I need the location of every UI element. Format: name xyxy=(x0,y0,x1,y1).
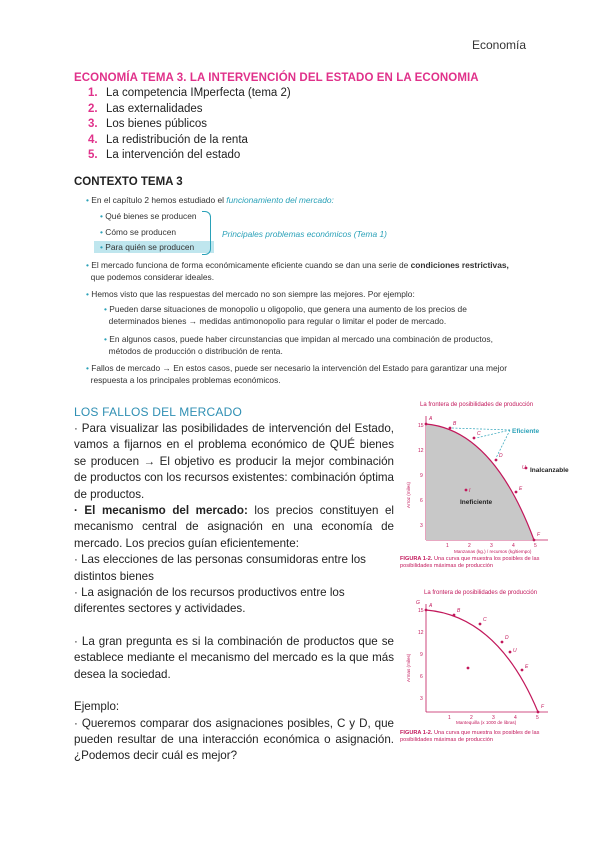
svg-text:B: B xyxy=(457,608,461,614)
paragraph: · Para visualizar las posibilidades de intervención del Estado, vamos a fijarnos en el problema económico de QUÉ bienes se producen → El objetivo es producir la mejor combinación de productos con los recursos existentes: combinación óptima de productos. xyxy=(74,422,394,501)
context-paragraph: • Hemos visto que las respuestas del mercado no son siempre las mejores. Por ejemplo: xyxy=(86,289,415,299)
list-item: 3. Los bienes públicos xyxy=(88,118,208,130)
body-text xyxy=(74,421,394,765)
svg-text:A: A xyxy=(429,603,433,609)
paragraph: Ejemplo: xyxy=(74,700,120,714)
svg-text:9: 9 xyxy=(420,652,423,658)
figure1-xlabel: Manzanas (kg.) / recursos (kg/tiempo) xyxy=(454,549,532,554)
svg-text:E: E xyxy=(519,486,523,492)
svg-text:3: 3 xyxy=(420,696,423,702)
svg-text:12: 12 xyxy=(418,630,424,636)
context-paragraph: • Fallos de mercado → En estos casos, puede ser necesario la intervención del Estado para garantizar una mejor respuesta a los principales problemas económicos. xyxy=(86,363,507,385)
list-item: 5. La intervención del estado xyxy=(88,149,241,161)
context-question-highlight: • Para quién se producen xyxy=(94,241,214,253)
context-subpoint: • En algunos casos, puede haber circunstancias que impidan al mercado una combinación de productos, métodos de producción o distribución de renta. xyxy=(104,334,493,356)
svg-text:E: E xyxy=(525,664,529,670)
context-question: • Cómo se producen xyxy=(100,227,177,237)
svg-text:15: 15 xyxy=(418,423,424,429)
svg-text:1: 1 xyxy=(448,715,451,721)
svg-text:6: 6 xyxy=(420,674,423,680)
figure2-ylabel: Armas (miles) xyxy=(406,653,411,682)
svg-text:C: C xyxy=(477,431,481,437)
svg-text:4: 4 xyxy=(514,715,517,721)
svg-text:D: D xyxy=(505,635,509,641)
topic-list xyxy=(88,86,291,164)
svg-text:C: C xyxy=(483,617,487,623)
paragraph: · Queremos comparar dos asignaciones posibles, C y D, que pueden resultar de una interacción económica o asignación. ¿Podemos decir cuál es mejor? xyxy=(74,716,394,763)
brace-label: Principales problemas económicos (Tema 1) xyxy=(222,229,387,239)
context-paragraph: • El mercado funciona de forma económicamente eficiente cuando se dan una serie de condiciones restrictivas, que podemos considerar ideales. xyxy=(86,260,509,282)
context-intro: • En el capítulo 2 hemos estudiado el funcionamiento del mercado: xyxy=(86,195,334,205)
figure1-caption: FIGURA 1-2. Una curva que muestra los posibles de las posibilidades máximas de producción xyxy=(400,556,540,569)
svg-text:3: 3 xyxy=(492,715,495,721)
svg-text:I: I xyxy=(469,488,471,494)
figure2-title: La frontera de posibilidades de producción xyxy=(424,590,538,596)
figure2-ppf-chart xyxy=(398,596,558,728)
label-efficient: Eficiente xyxy=(512,428,540,435)
list-item: 2. Las externalidades xyxy=(88,102,203,115)
list-item: 4. La redistribución de la renta xyxy=(88,133,248,146)
svg-text:2: 2 xyxy=(468,543,471,549)
paragraph: · La asignación de los recursos productivos entre los diferentes sectores y actividades. xyxy=(74,586,345,616)
brace-shape xyxy=(202,211,211,255)
label-unreachable: Inalcanzable xyxy=(530,467,569,474)
svg-text:A: A xyxy=(429,416,433,422)
figure1-ppf-chart xyxy=(398,408,569,554)
paragraph: · Las elecciones de las personas consumidoras entre los distintos bienes xyxy=(74,553,366,583)
paragraph: · El mecanismo del mercado: los precios constituyen el mecanismo central de asignación en una economía de mercado. Los precios guían eficientemente: xyxy=(74,504,394,550)
list-item: 1. La competencia IMperfecta (tema 2) xyxy=(88,87,291,99)
figure2-caption: FIGURA 1-2. Una curva que muestra los posibles de las posibilidades máximas de producción xyxy=(400,730,540,743)
svg-text:G: G xyxy=(416,600,420,606)
svg-text:F: F xyxy=(537,532,541,538)
svg-text:5: 5 xyxy=(534,543,537,549)
svg-text:4: 4 xyxy=(512,543,515,549)
header-subject: Economía xyxy=(471,38,526,52)
svg-text:5: 5 xyxy=(536,715,539,721)
svg-text:6: 6 xyxy=(420,498,423,504)
context-subpoint: • Pueden darse situaciones de monopolio u oligopolio, que genera una aumento de los precios de determinados bienes → medidas antimonopolio para regular o limitar el poder de mercado. xyxy=(104,304,467,326)
section-heading: LOS FALLOS DEL MERCADO xyxy=(74,405,243,419)
figure1-ylabel: Arroz (miles) xyxy=(406,481,411,508)
svg-text:2: 2 xyxy=(470,715,473,721)
svg-text:D: D xyxy=(499,453,503,459)
svg-text:3: 3 xyxy=(420,523,423,529)
page-title: ECONOMÍA TEMA 3. LA INTERVENCIÓN DEL ESTADO EN LA ECONOMIA xyxy=(74,72,479,84)
figure1-title: La frontera de posibilidades de producción xyxy=(420,402,534,408)
svg-text:3: 3 xyxy=(490,543,493,549)
svg-text:9: 9 xyxy=(420,473,423,479)
svg-text:B: B xyxy=(453,421,457,427)
context-question: • Qué bienes se producen xyxy=(100,211,197,221)
paragraph: · La gran pregunta es si la combinación de productos que se establece mediante el mecanismo del mercado es la que más desea la sociedad. xyxy=(74,634,394,681)
figure2-xlabel: Mantequilla (x 1000 de libras) xyxy=(456,720,517,725)
context-heading: CONTEXTO TEMA 3 xyxy=(74,176,183,188)
label-inefficient: Ineficiente xyxy=(460,499,493,506)
svg-text:15: 15 xyxy=(418,608,424,614)
svg-text:12: 12 xyxy=(418,448,424,454)
svg-text:U: U xyxy=(513,648,517,654)
svg-text:1: 1 xyxy=(446,543,449,549)
svg-text:F: F xyxy=(541,704,545,710)
svg-text:U: U xyxy=(522,465,526,471)
